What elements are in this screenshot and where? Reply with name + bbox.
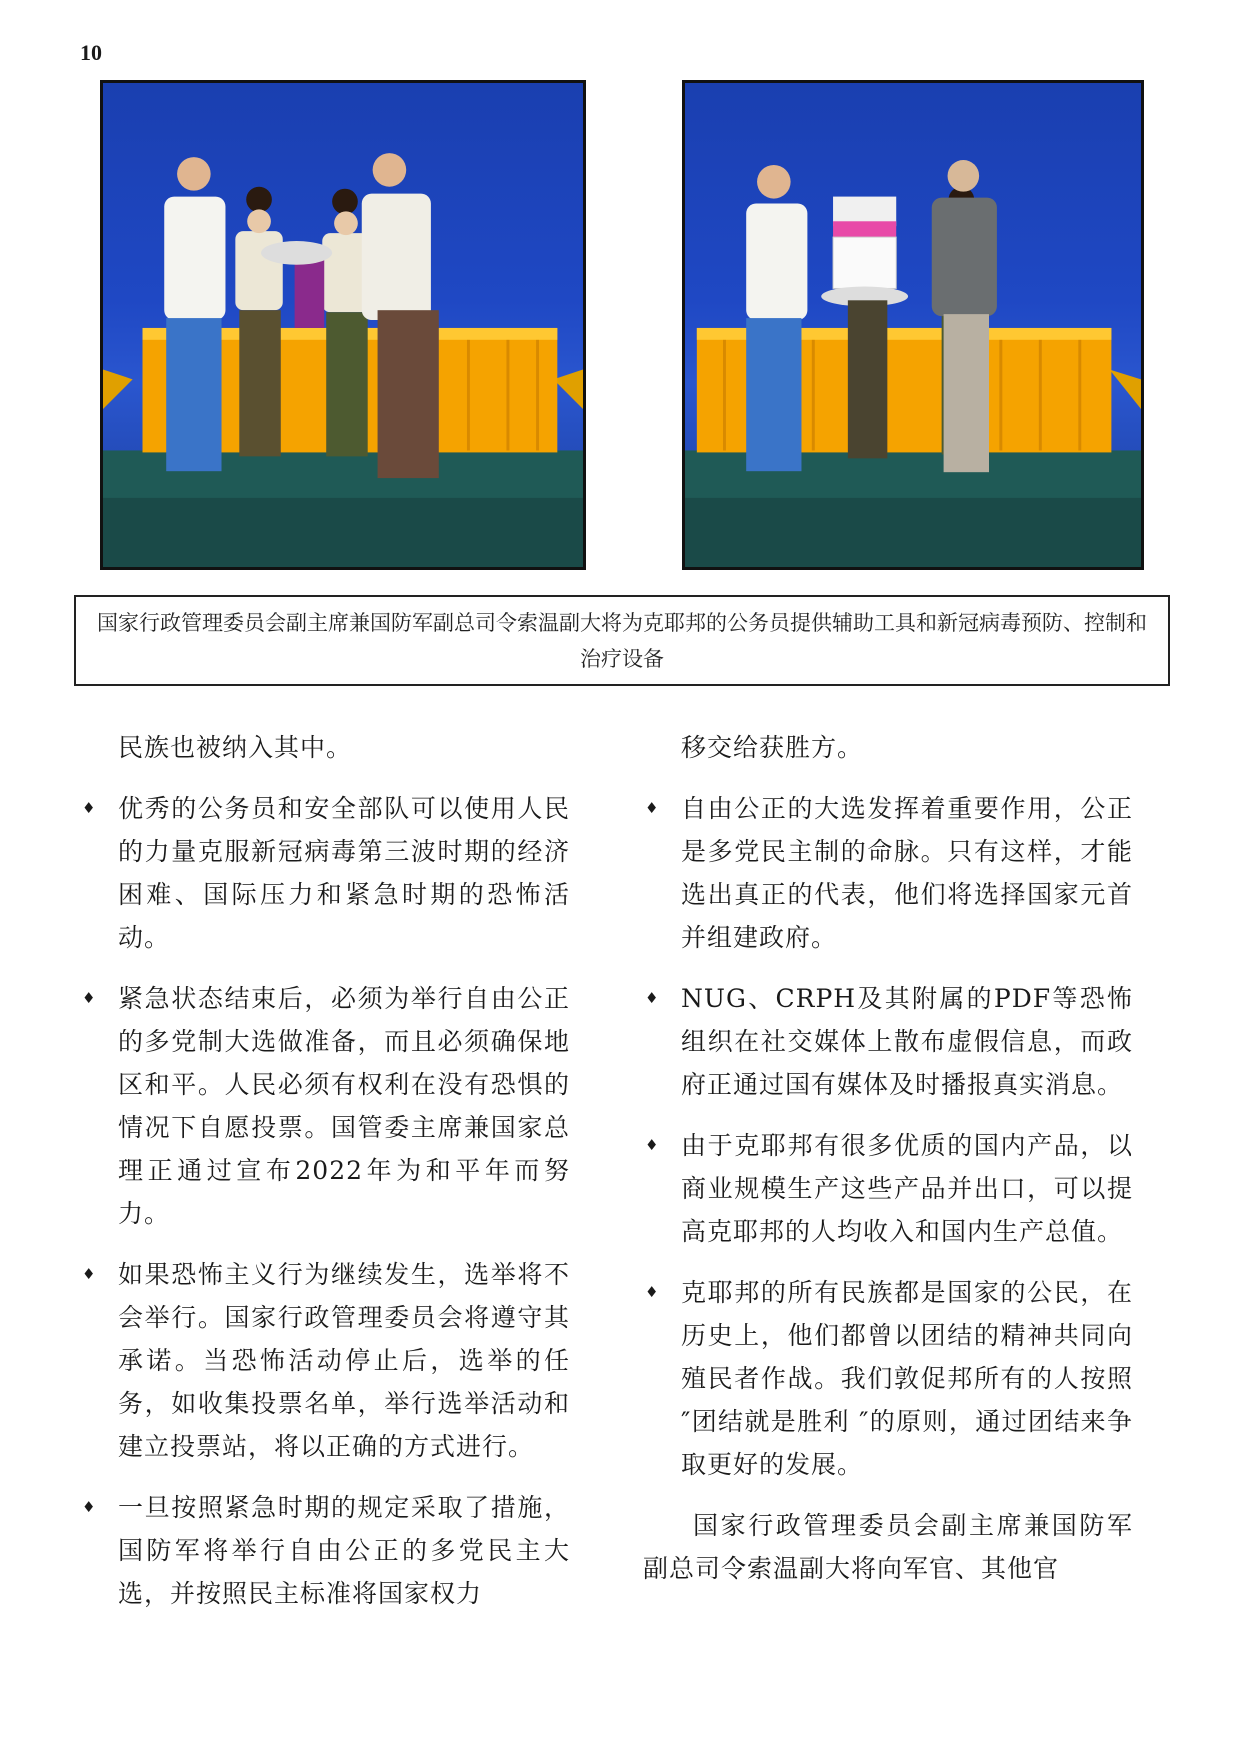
list-item-text: 由于克耶邦有很多优质的国内产品，以商业规模生产这些产品并出口，可以提高克耶邦的人均收入和国内生产总值。 <box>681 1131 1133 1246</box>
list-item <box>643 1271 1133 1486</box>
list-item-text: NUG、CRPH及其附属的PDF等恐怖组织在社交媒体上散布虚假信息，而政府正通过国有媒体及时播报真实消息。 <box>681 984 1133 1099</box>
continuation-text: 民族也被纳入其中。 <box>118 733 353 762</box>
list-item-text: 自由公正的大选发挥着重要作用，公正是多党民主制的命脉。只有这样，才能选出真正的代表，他们将选择国家元首并组建政府。 <box>681 794 1133 952</box>
list-item-text: 一旦按照紧急时期的规定采取了措施，国防军将举行自由公正的多党民主大选，并按照民主标准将国家权力 <box>118 1493 570 1608</box>
photo-handover-ceremony <box>100 80 586 570</box>
photo-caption: 国家行政管理委员会副主席兼国防军副总司令索温副大将为克耶邦的公务员提供辅助工具和新冠病毒预防、控制和治疗设备 <box>74 595 1170 686</box>
diamond-bullet-icon: ♦ <box>645 989 660 1007</box>
list-item <box>643 977 1133 1106</box>
list-item <box>80 1253 570 1468</box>
diamond-bullet-icon: ♦ <box>645 1136 660 1154</box>
diamond-bullet-icon: ♦ <box>645 1283 660 1301</box>
list-item-text: 优秀的公务员和安全部队可以使用人民的力量克服新冠病毒第三波时期的经济困难、国际压力和紧急时期的恐怖活动。 <box>118 794 570 952</box>
photo-certificate-ceremony <box>682 80 1144 570</box>
photo-ceremony-handover-icon <box>103 83 583 567</box>
closing-paragraph: 国家行政管理委员会副主席兼国防军副总司令索温副大将向军官、其他官 <box>643 1511 1133 1583</box>
list-item <box>80 977 570 1235</box>
list-item-text: 如果恐怖主义行为继续发生，选举将不会举行。国家行政管理委员会将遵守其承诺。当恐怖活动停止后，选举的任务，如收集投票名单，举行选举活动和建立投票站，将以正确的方式进行。 <box>118 1260 570 1461</box>
list-item <box>643 1124 1133 1253</box>
diamond-bullet-icon: ♦ <box>82 1498 97 1516</box>
right-column <box>643 726 1133 1608</box>
continuation-text: 移交给获胜方。 <box>681 733 864 762</box>
list-item-text: 紧急状态结束后，必须为举行自由公正的多党制大选做准备，而且必须确保地区和平。人民必须有权利在没有恐惧的情况下自愿投票。国管委主席兼国家总理正通过宣布2022年为和平年而努力。 <box>118 984 570 1228</box>
diamond-bullet-icon: ♦ <box>82 989 97 1007</box>
left-column <box>80 726 570 1633</box>
diamond-bullet-icon: ♦ <box>82 799 97 817</box>
photo-ceremony-certificate-icon <box>685 83 1141 567</box>
diamond-bullet-icon: ♦ <box>82 1265 97 1283</box>
list-item-text: 克耶邦的所有民族都是国家的公民，在历史上，他们都曾以团结的精神共同向殖民者作战。我们敦促邦所有的人按照 ″团结就是胜利 ″的原则，通过团结来争取更好的发展。 <box>681 1278 1133 1479</box>
list-item <box>643 787 1133 959</box>
diamond-bullet-icon: ♦ <box>645 799 660 817</box>
list-item <box>80 1486 570 1615</box>
list-item <box>80 787 570 959</box>
page-number: 10 <box>80 40 102 65</box>
